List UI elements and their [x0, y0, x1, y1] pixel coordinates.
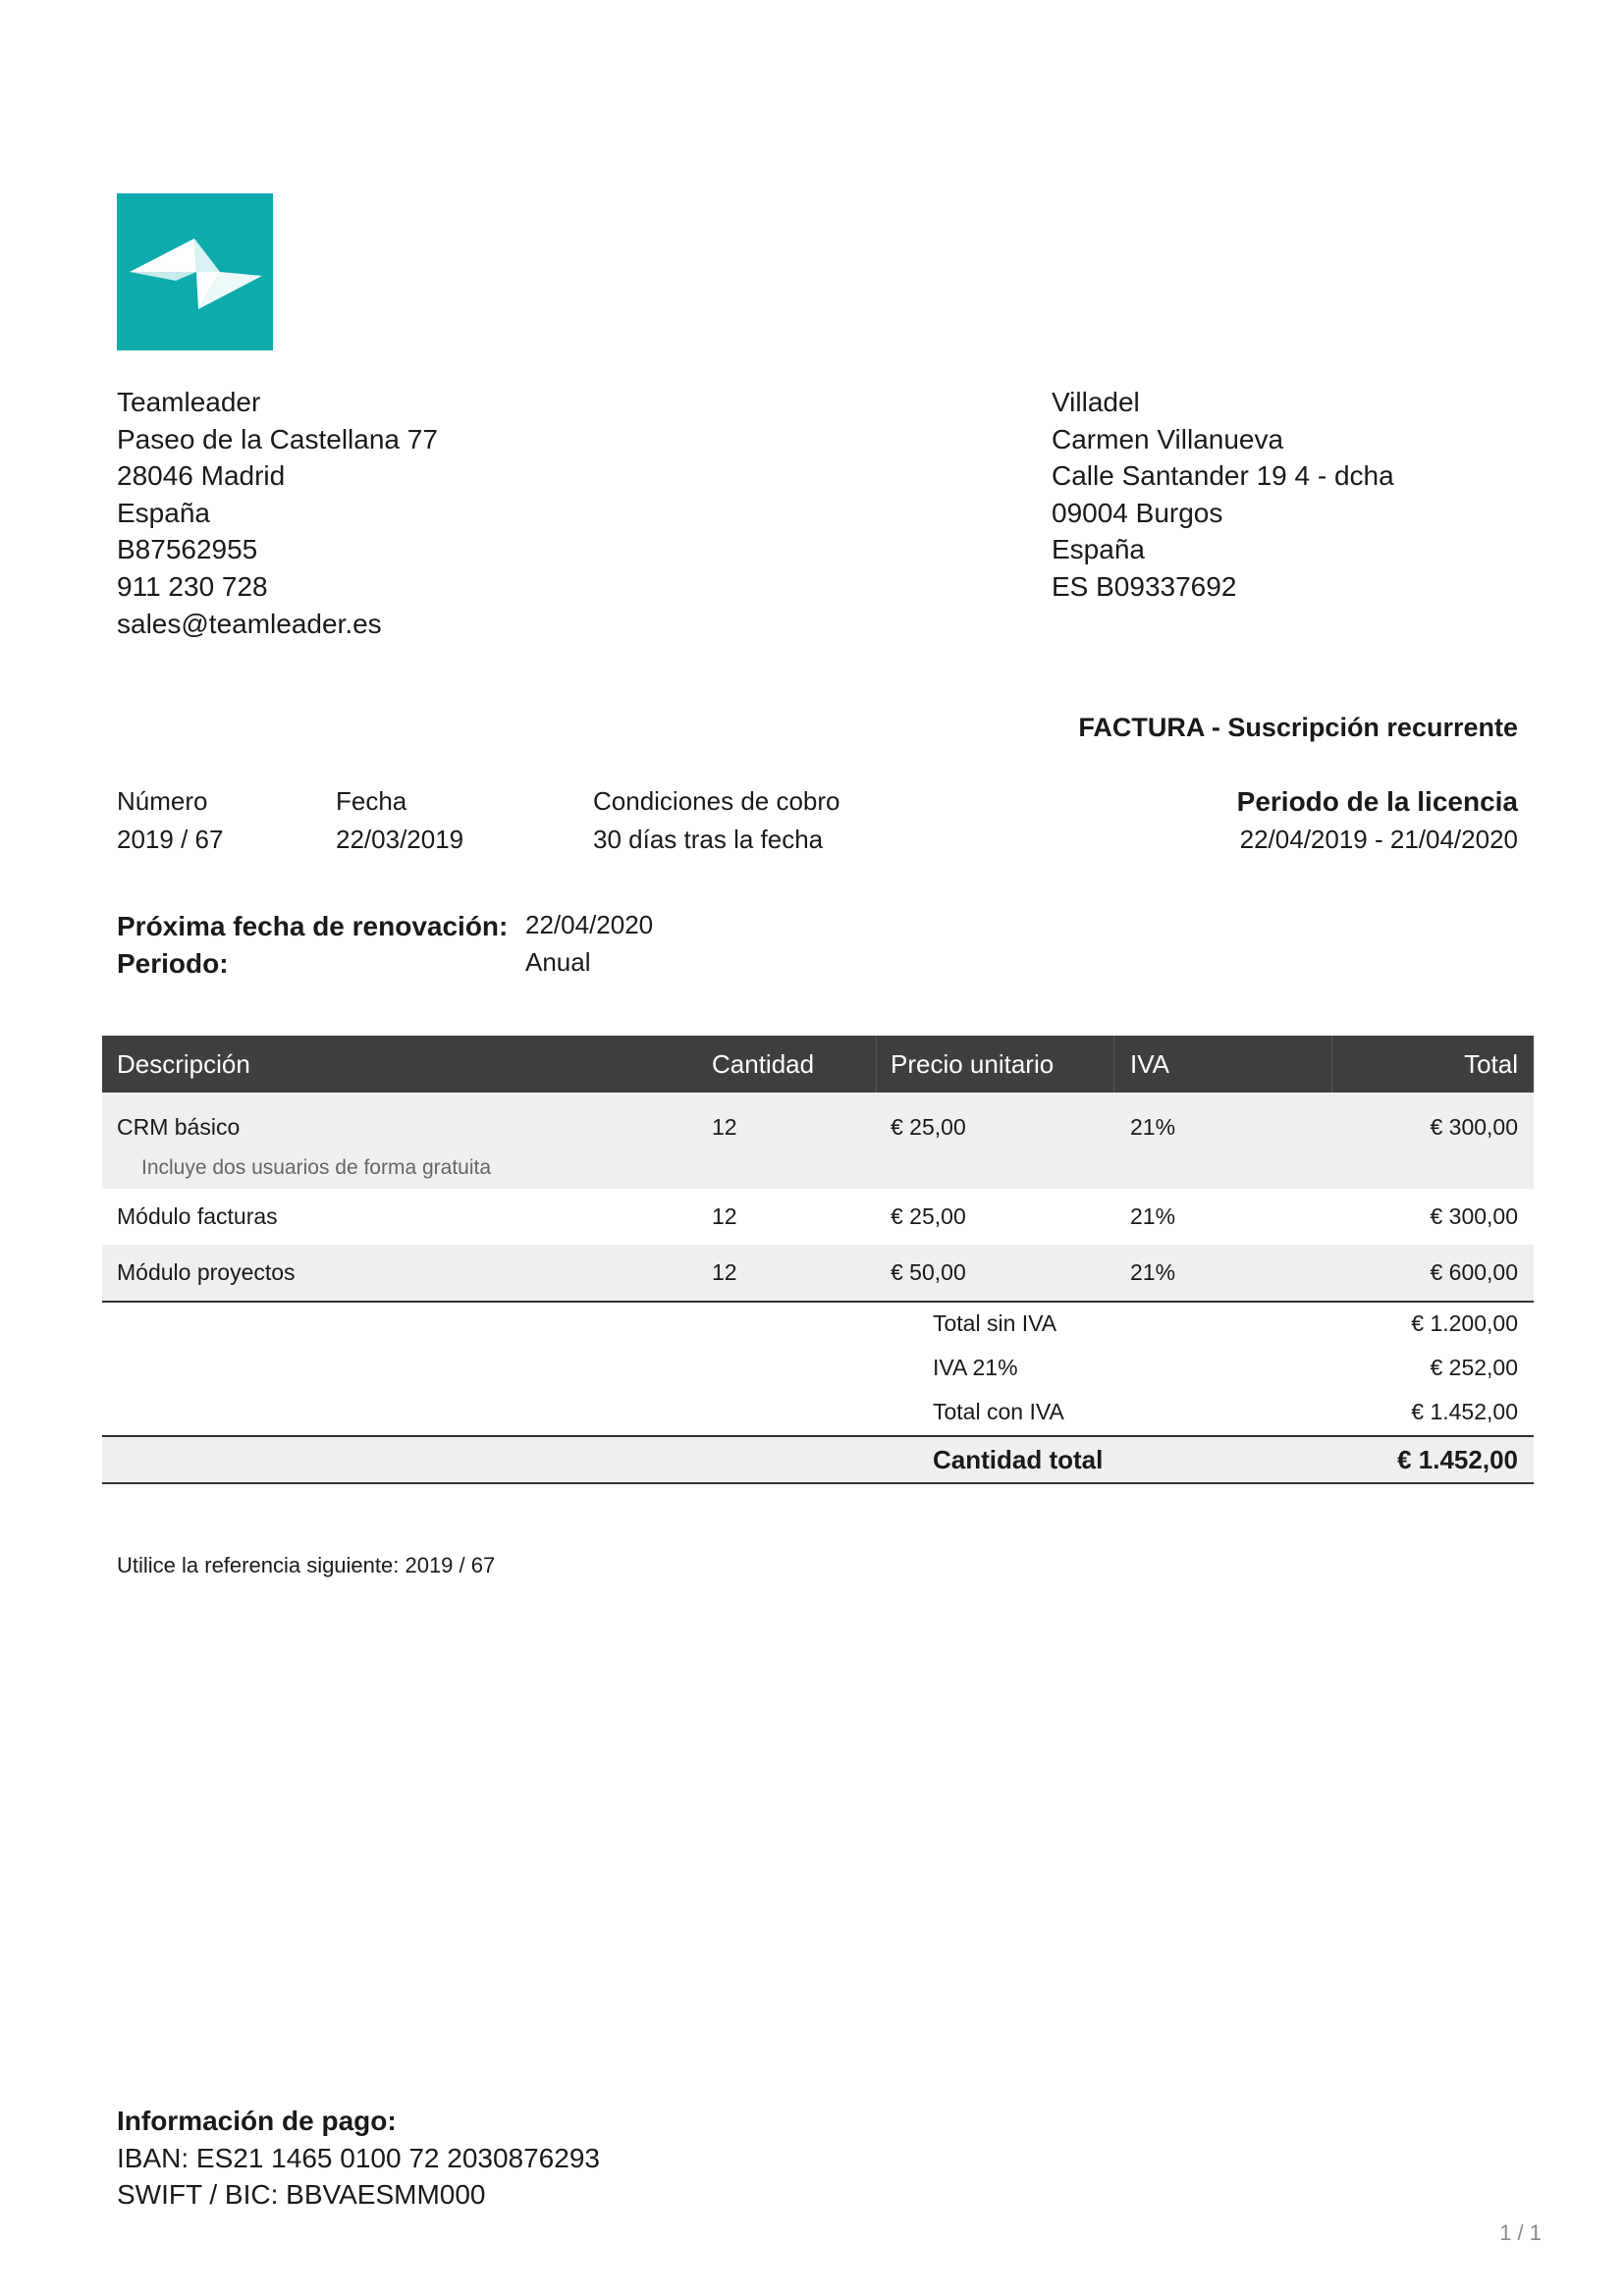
item-note: Incluye dos usuarios de forma gratuita	[141, 1156, 492, 1179]
item-unit-price: € 25,00	[891, 1114, 966, 1140]
vat-value: € 252,00	[1430, 1355, 1518, 1380]
recipient-country: España	[1052, 534, 1145, 565]
table-header	[102, 1036, 1534, 1093]
item-unit-price: € 50,00	[891, 1259, 966, 1285]
sender-phone: 911 230 728	[117, 570, 268, 602]
header-vat: IVA	[1130, 1049, 1169, 1079]
payment-terms-value: 30 días tras la fecha	[593, 825, 824, 854]
subtotal-value: € 1.200,00	[1411, 1310, 1518, 1336]
grand-total-value: € 1.452,00	[1397, 1445, 1518, 1474]
invoice-number	[117, 782, 223, 859]
line-items-table	[102, 1036, 1534, 1484]
grand-total-row	[102, 1435, 1534, 1484]
total-with-vat-label: Total con IVA	[933, 1399, 1064, 1424]
sender-tax-id: B87562955	[117, 534, 258, 565]
payment-terms	[593, 782, 840, 859]
item-total: € 300,00	[1430, 1114, 1518, 1140]
sender-street: Paseo de la Castellana 77	[117, 423, 438, 454]
header-divider	[1113, 1036, 1114, 1093]
vat-row	[102, 1347, 1534, 1391]
invoice-date	[336, 782, 463, 859]
license-period-label: Periodo de la licencia	[1236, 786, 1518, 817]
item-description: Módulo facturas	[117, 1203, 278, 1229]
invoice-number-value: 2019 / 67	[117, 825, 224, 854]
sender-country: España	[117, 497, 210, 528]
header-unit-price: Precio unitario	[891, 1049, 1055, 1079]
recipient-street: Calle Santander 19 4 - dcha	[1052, 460, 1394, 492]
recipient-contact: Carmen Villanueva	[1052, 423, 1284, 454]
sender-address	[117, 384, 438, 642]
item-vat: 21%	[1130, 1114, 1176, 1140]
license-period-value: 22/04/2019 - 21/04/2020	[1239, 825, 1518, 854]
renewal-period-label: Periodo:	[117, 947, 229, 979]
total-with-vat-row	[102, 1391, 1534, 1435]
total-with-vat-value: € 1.452,00	[1411, 1399, 1518, 1424]
item-description: Módulo proyectos	[117, 1259, 296, 1285]
payment-iban: IBAN: ES21 1465 0100 72 2030876293	[117, 2142, 600, 2173]
company-logo	[117, 193, 273, 350]
license-period	[1237, 782, 1518, 859]
item-total: € 600,00	[1430, 1259, 1518, 1285]
invoice-date-value: 22/03/2019	[336, 825, 464, 854]
invoice-number-label: Número	[117, 786, 208, 816]
recipient-company: Villadel	[1052, 387, 1140, 417]
item-quantity: 12	[712, 1114, 737, 1140]
item-description: CRM básico	[117, 1114, 241, 1140]
recipient-address	[1052, 384, 1394, 606]
header-divider	[876, 1036, 877, 1093]
recipient-tax-id: ES B09337692	[1052, 570, 1237, 602]
payment-info-heading: Información de pago:	[117, 2106, 397, 2136]
page-number: 1 / 1	[1499, 2220, 1542, 2245]
teamleader-origami-logo-icon	[117, 193, 273, 350]
subtotal-label: Total sin IVA	[933, 1310, 1057, 1336]
table-row	[102, 1189, 1534, 1245]
recipient-city: 09004 Burgos	[1052, 497, 1223, 528]
subtotal-row	[102, 1303, 1534, 1347]
header-description: Descripción	[117, 1049, 250, 1079]
header-total: Total	[1464, 1049, 1518, 1079]
vat-label: IVA 21%	[933, 1355, 1018, 1380]
payment-info	[117, 2103, 600, 2214]
item-quantity: 12	[712, 1259, 737, 1285]
sender-city: 28046 Madrid	[117, 460, 286, 492]
item-quantity: 12	[712, 1203, 737, 1229]
payment-terms-label: Condiciones de cobro	[593, 786, 840, 816]
header-quantity: Cantidad	[712, 1049, 815, 1079]
renewal-values	[525, 907, 653, 981]
grand-total-label: Cantidad total	[933, 1445, 1104, 1474]
table-row	[102, 1245, 1534, 1301]
table-row	[102, 1093, 1534, 1189]
renewal-period-value: Anual	[525, 946, 591, 977]
totals-block	[102, 1301, 1534, 1484]
document-title: FACTURA - Suscripción recurrente	[1078, 713, 1518, 742]
sender-name: Teamleader	[117, 387, 261, 417]
invoice-date-label: Fecha	[336, 786, 407, 816]
payment-reference: Utilice la referencia siguiente: 2019 / 67	[117, 1553, 496, 1577]
sender-email: sales@teamleader.es	[117, 608, 382, 639]
item-vat: 21%	[1130, 1203, 1176, 1229]
item-vat: 21%	[1130, 1259, 1176, 1285]
item-unit-price: € 25,00	[891, 1203, 966, 1229]
renewal-labels	[117, 908, 508, 982]
next-renewal-label: Próxima fecha de renovación:	[117, 911, 509, 941]
next-renewal-value: 22/04/2020	[525, 910, 654, 939]
payment-swift: SWIFT / BIC: BBVAESMM000	[117, 2179, 486, 2210]
header-divider	[1331, 1036, 1332, 1093]
item-total: € 300,00	[1430, 1203, 1518, 1229]
